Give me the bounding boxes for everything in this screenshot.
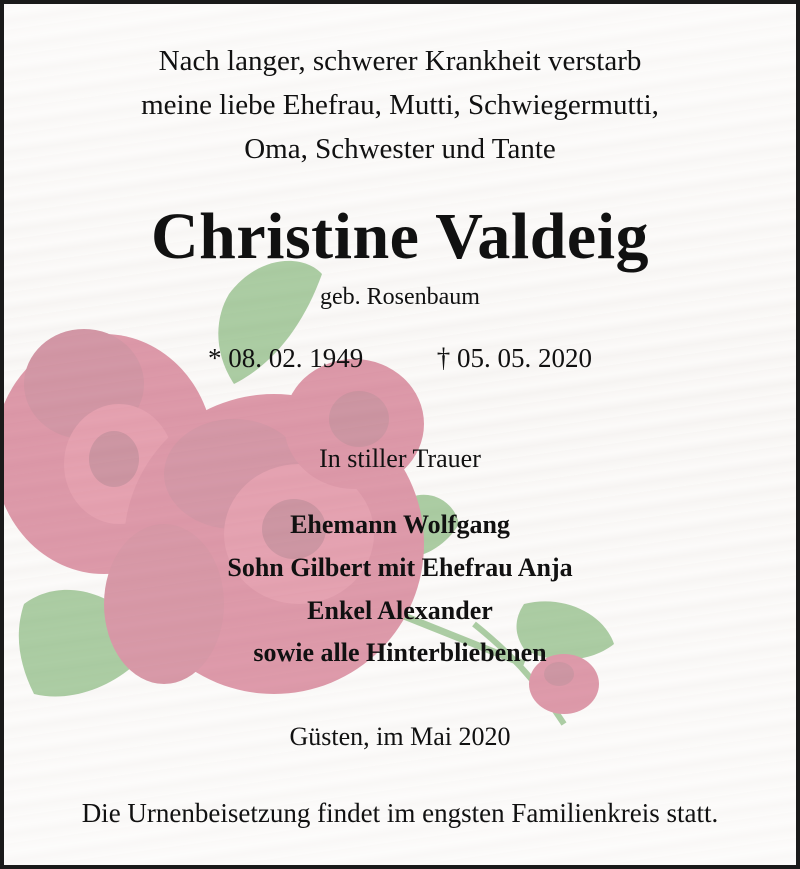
deceased-name: Christine Valdeig xyxy=(150,200,650,273)
mourner-line-3: Enkel Alexander xyxy=(307,596,493,625)
mourner-line-1: Ehemann Wolfgang xyxy=(290,510,510,539)
intro-line-1: Nach langer, schwerer Krankheit verstarb xyxy=(158,45,642,77)
intro-line-2: meine liebe Ehefrau, Mutti, Schwiegermutti, xyxy=(141,89,659,121)
death-date: † 05. 05. 2020 xyxy=(436,343,592,373)
mourner-line-2: Sohn Gilbert mit Ehefrau Anja xyxy=(227,553,573,582)
mourning-phrase: In stiller Trauer xyxy=(319,444,481,473)
place-date: Güsten, im Mai 2020 xyxy=(289,722,511,751)
birth-date: * 08. 02. 1949 xyxy=(208,343,364,373)
intro-line-3: Oma, Schwester und Tante xyxy=(244,133,556,165)
mourner-line-4: sowie alle Hinterbliebenen xyxy=(253,638,547,667)
life-dates xyxy=(4,345,796,372)
birth-name: geb. Rosenbaum xyxy=(320,284,480,310)
closing-note: Die Urnenbeisetzung findet im engsten Familienkreis statt. xyxy=(81,798,719,828)
